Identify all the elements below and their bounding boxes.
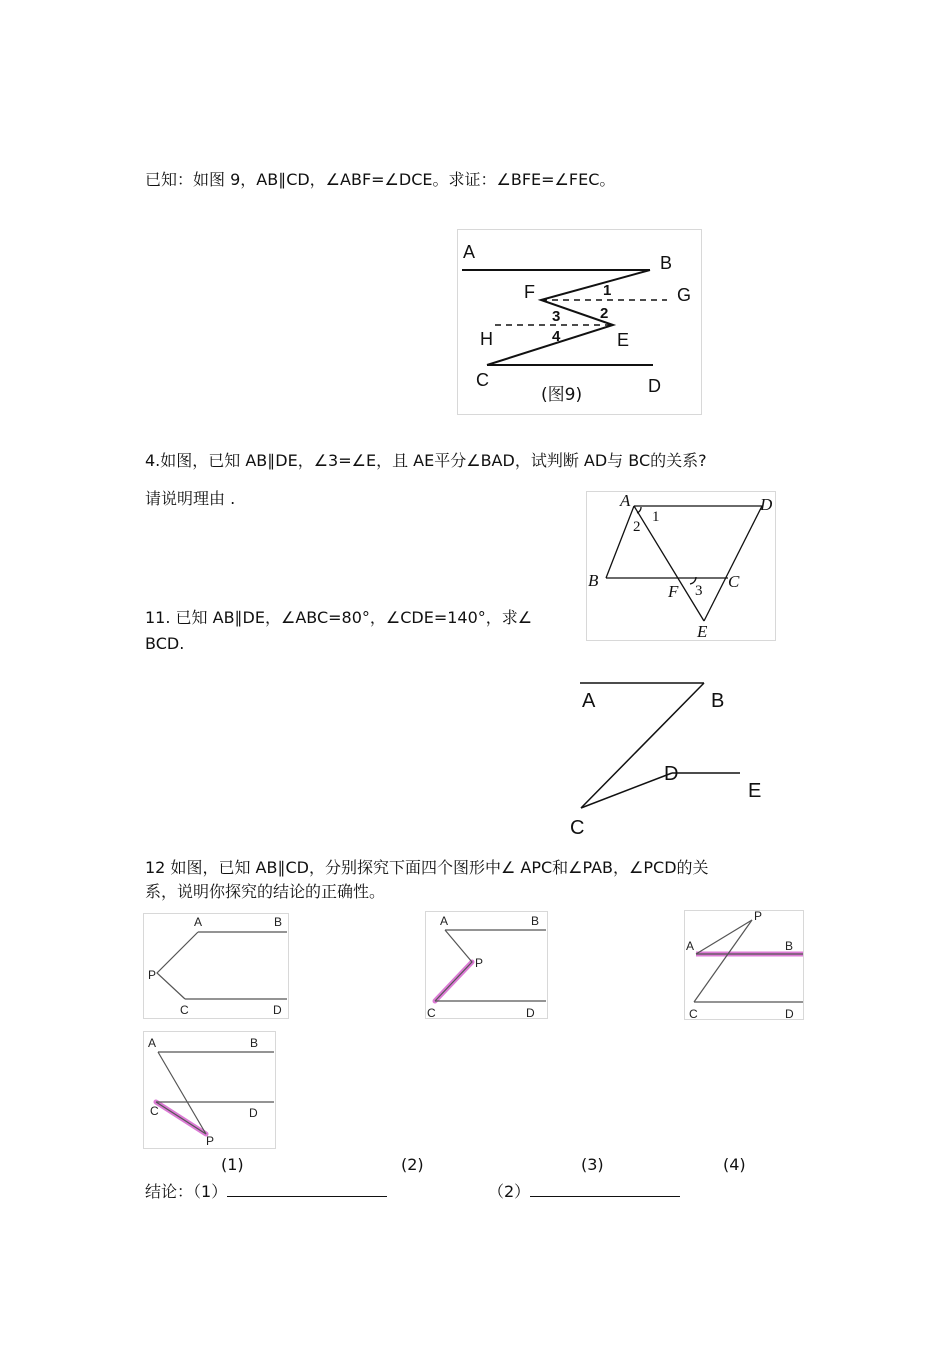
problem-4-statement: 4.如图，已知 AB∥DE，∠3=∠E，且 AE平分∠BAD，试判断 AD与 BC的关系? [145, 451, 707, 470]
conclusion-prefix: 结论： [145, 1182, 194, 1201]
figure-label-4: (4) [723, 1155, 746, 1174]
fig12-4-label-d: D [249, 1106, 258, 1120]
fig9-angle-2: 2 [600, 305, 609, 322]
fig12-3-label-p: P [754, 910, 763, 923]
fig12-4-label-a: A [148, 1036, 157, 1050]
fig9-label-g: G [677, 285, 692, 305]
problem-12-figure-1 [143, 913, 289, 1019]
fig9-label-f: F [524, 282, 535, 302]
fig12-4-label-c: C [150, 1104, 159, 1118]
fig12-3-label-d: D [785, 1007, 794, 1020]
fig12-3-label-b: B [785, 939, 794, 953]
problem-12-figure-4 [143, 1031, 276, 1149]
fig4-label-c: C [728, 572, 740, 591]
problem-12-figure-3 [684, 910, 804, 1020]
fig12-2-label-c: C [427, 1006, 436, 1019]
problem-9-statement: 已知：如图 9，AB∥CD，∠ABF=∠DCE。求证：∠BFE=∠FEC。 [145, 170, 616, 189]
fig12-1-label-d: D [273, 1003, 282, 1017]
conclusion-row [145, 1180, 387, 1204]
fig4-label-b: B [588, 571, 599, 590]
fig9-label-h: H [480, 329, 493, 349]
conclusion-item-1-label: （1） [193, 1182, 228, 1201]
conclusion-answer-1[interactable] [227, 1180, 387, 1197]
fig4-angle-3: 3 [695, 583, 703, 599]
fig4-angle-2: 2 [633, 519, 641, 535]
problem-12-statement-cont: 系，说明你探究的结论的正确性。 [145, 882, 386, 901]
fig12-2-label-a: A [440, 914, 449, 928]
figure-problem-11 [570, 675, 770, 845]
fig11-label-b: B [711, 690, 725, 712]
fig9-label-b: B [660, 253, 673, 273]
problem-11-statement: 11. 已知 AB∥DE，∠ABC=80°，∠CDE=140°，求∠ [145, 608, 533, 627]
fig12-2-label-b: B [531, 914, 540, 928]
figure-problem-4 [586, 491, 776, 641]
fig9-label-a: A [463, 242, 476, 262]
fig12-1-label-a: A [194, 915, 203, 929]
fig12-4-label-b: B [250, 1036, 259, 1050]
fig11-label-c: C [570, 817, 585, 839]
fig11-label-a: A [582, 690, 596, 712]
fig9-angle-1: 1 [603, 282, 612, 299]
conclusion-answer-2[interactable] [530, 1180, 680, 1197]
fig9-angle-3: 3 [552, 308, 561, 325]
problem-11-statement-cont: BCD. [145, 634, 185, 653]
fig9-label-c: C [476, 370, 489, 390]
fig4-label-d: D [760, 495, 773, 514]
fig4-label-f: F [668, 582, 679, 601]
fig12-3-label-a: A [686, 939, 695, 953]
fig9-caption: (图9) [541, 385, 583, 405]
conclusion-row-2 [488, 1180, 680, 1204]
figure-label-1: (1) [221, 1155, 244, 1174]
fig12-4-label-p: P [206, 1134, 215, 1148]
fig12-3-label-c: C [689, 1007, 698, 1020]
fig12-1-label-c: C [180, 1003, 189, 1017]
fig4-label-a: A [620, 491, 631, 510]
fig11-label-d: D [664, 763, 679, 785]
fig9-label-d: D [648, 376, 661, 396]
conclusion-item-2-label: （2） [488, 1182, 531, 1201]
problem-12-statement: 12 如图，已知 AB∥CD，分别探究下面四个图形中∠ APC和∠PAB，∠PCD的关 [145, 858, 709, 877]
fig9-angle-4: 4 [552, 328, 561, 345]
problem-12-figure-2 [425, 911, 548, 1019]
fig12-1-label-b: B [274, 915, 283, 929]
fig12-2-label-p: P [475, 956, 484, 970]
figure-9 [457, 229, 702, 415]
fig11-label-e: E [748, 780, 762, 802]
fig4-label-e: E [697, 622, 708, 641]
fig9-label-e: E [617, 330, 630, 350]
figure-label-3: (3) [581, 1155, 604, 1174]
fig4-angle-1: 1 [652, 509, 660, 525]
problem-4-statement-cont: 请说明理由 . [145, 489, 236, 508]
fig12-2-label-d: D [526, 1006, 535, 1019]
figure-label-2: (2) [401, 1155, 424, 1174]
fig12-1-label-p: P [148, 968, 157, 982]
